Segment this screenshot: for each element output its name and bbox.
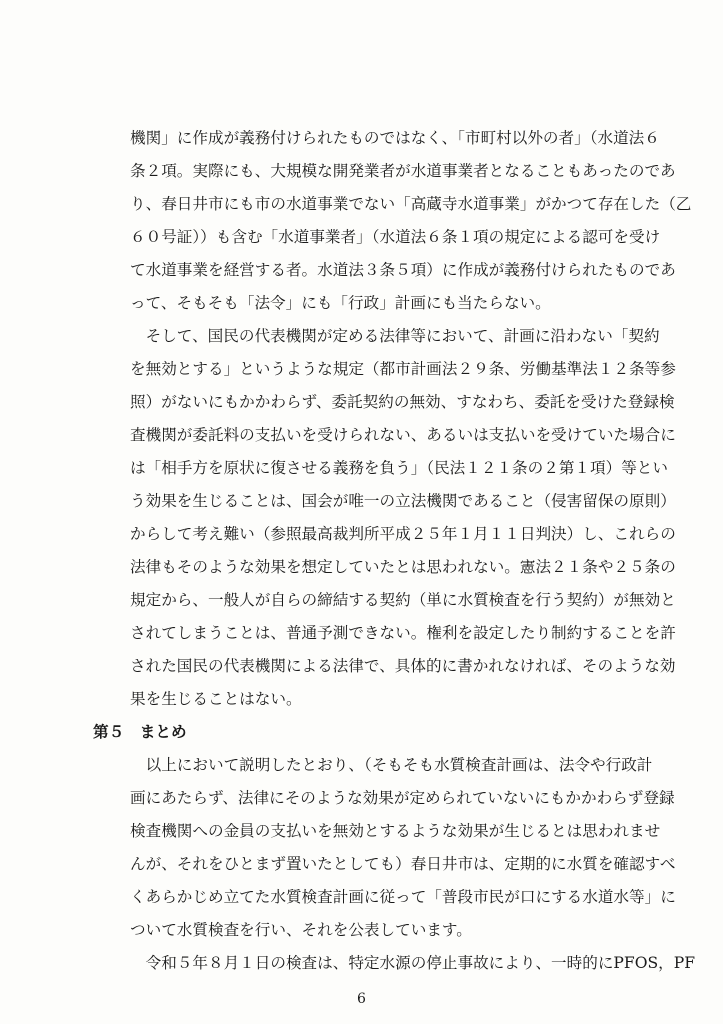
text-line: 令和５年８月１日の検査は、特定水源の停止事故により、一時的にPFOS，PF (130, 954, 696, 972)
text-line: 条２項。実際にも、大規模な開発業者が水道事業者となることもあったのであ (130, 162, 676, 180)
text-line: くあらかじめ立てた水質検査計画に従って「普段市民が口にする水道水等」に (130, 888, 676, 906)
text-line: は「相手方を原状に復させる義務を負う」（民法１２１条の２第１項）等とい (130, 459, 668, 477)
text-line: 以上において説明したとおり、（そもそも水質検査計画は、法令や行政計 (130, 756, 653, 774)
text-line: ついて水質検査を行い、それを公表しています。 (130, 921, 472, 939)
text-line: からして考え難い（参照最高裁判所平成２５年１月１１日判決）し、これらの (130, 525, 676, 543)
text-line: ６０号証））も含む「水道事業者」（水道法６条１項の規定による認可を受け (130, 228, 661, 246)
text-line: 果を生じることはない。 (130, 690, 302, 708)
text-line: 機関」に作成が義務付けられたものではなく、「市町村以外の者」（水道法６ (130, 129, 660, 147)
text-line: を無効とする」というような規定（都市計画法２９条、労働基準法１２条等参 (130, 360, 676, 378)
text-line: う効果を生じることは、国会が唯一の立法機関であること（侵害留保の原則） (130, 492, 676, 510)
text-line: 画にあたらず、法律にそのような効果が定められていないにもかかわらず登録 (130, 789, 675, 807)
text-line: 法律もそのような効果を想定していたとは思われない。憲法２１条や２５条の (130, 558, 676, 576)
section-heading: 第５ まとめ (93, 722, 187, 741)
text-line: そして、国民の代表機関が定める法律等において、計画に沿わない「契約 (130, 327, 660, 345)
page-number: 6 (357, 991, 366, 1007)
text-line: 検査機関への金員の支払いを無効とするような効果が生じるとは思われませ (130, 822, 661, 840)
text-line: んが、それをひとまず置いたとしても）春日井市は、定期的に水質を確認すべ (130, 855, 676, 873)
text-line: り、春日井市にも市の水道事業でない「高蔵寺水道事業」がかつて存在した（乙 (130, 195, 692, 213)
text-line: って、そもそも「法令」にも「行政」計画にも当たらない。 (130, 294, 551, 312)
text-line: された国民の代表機関による法律で、具体的に書かれなければ、そのような効 (130, 657, 676, 675)
text-line: 照）がないにもかかわらず、委託契約の無効、すなわち、委託を受けた登録検 (130, 393, 675, 411)
text-line: 査機関が委託料の支払いを受けられない、あるいは支払いを受けていた場合に (130, 426, 676, 444)
text-line: て水道事業を経営する者。水道法３条５項）に作成が義務付けられたものであ (130, 261, 676, 279)
text-line: されてしまうことは、普通予測できない。権利を設定したり制約することを許 (130, 624, 676, 642)
text-line: 規定から、一般人が自らの締結する契約（単に水質検査を行う契約）が無効と (130, 591, 676, 609)
